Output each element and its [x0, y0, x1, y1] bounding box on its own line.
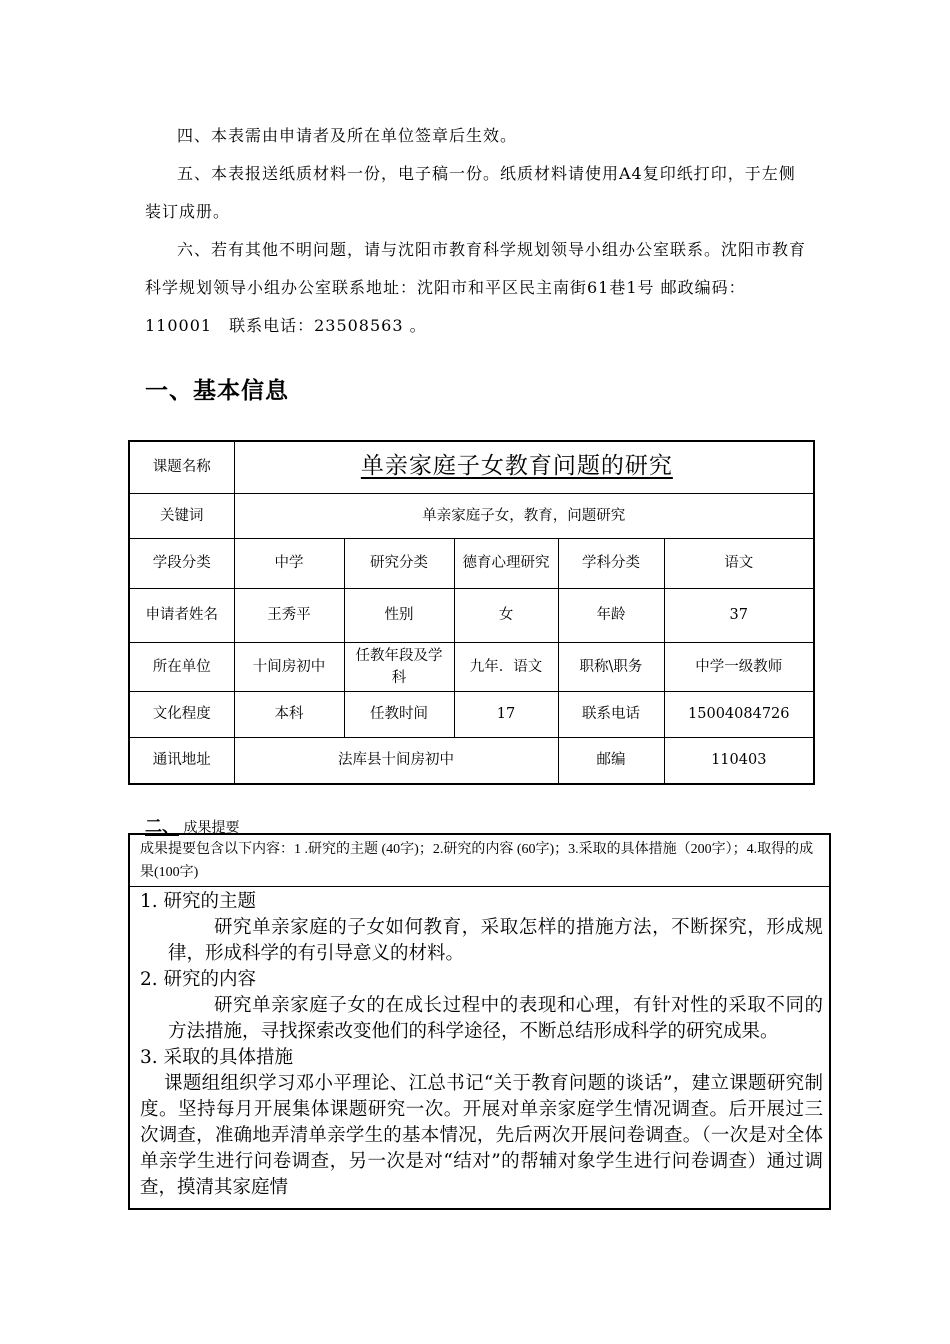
- section-2-number: 二、: [145, 817, 179, 837]
- table-row: [129, 493, 814, 538]
- phone-label: 联系电话: [558, 691, 664, 737]
- research-type-label: 研究分类: [344, 538, 454, 588]
- postcode-label: 邮编: [558, 737, 664, 784]
- title-position-label: 职称\职务: [558, 642, 664, 691]
- summary-item-2-title: 2. 研究的内容: [140, 969, 257, 990]
- table-row: [129, 642, 814, 691]
- instruction-item-5: 五、本表报送纸质材料一份，电子稿一份。纸质材料请使用A4复印纸打印，于左侧装订成册。: [145, 164, 796, 221]
- stage-value: 中学: [234, 538, 344, 588]
- address-label: 通讯地址: [129, 737, 234, 784]
- summary-item-3-text: 课题组组织学习邓小平理论、江总书记“关于教育问题的谈话”，建立课题研究制度。坚持每月开展集体课题研究一次。开展对单亲家庭学生情况调查。后开展过三次调查，准确地弄清单亲学生的基本情况，先后两次开展问卷调查。（一次是对全体单亲学生进行问卷调查，另一次是对“结对”的帮辅对象学生进行问卷调查）通过调查，摸清其家庭情: [140, 1073, 823, 1198]
- summary-item-1-text: 研究单亲家庭的子女如何教育，采取怎样的措施方法，不断探究，形成规律，形成科学的有引导意义的材料。: [168, 917, 823, 964]
- phone-value: 15004084726: [664, 691, 814, 737]
- subject-type-label: 学科分类: [558, 538, 664, 588]
- subject-type-value: 语文: [664, 538, 814, 588]
- summary-item-3-title: 3. 采取的具体措施: [140, 1047, 294, 1068]
- teaching-years-value: 17: [454, 691, 558, 737]
- education-value: 本科: [234, 691, 344, 737]
- unit-label: 所在单位: [129, 642, 234, 691]
- topic-title-text: 单亲家庭子女教育问题的研究: [360, 452, 673, 479]
- basic-info-table: [128, 440, 815, 785]
- summary-note: 成果提要包含以下内容：1 .研究的主题 (40字)；2.研究的内容 (60字)；3.采取的具体措施（200字）；4.取得的成果(100字): [130, 835, 829, 887]
- summary-item-2-text: 研究单亲家庭子女的在成长过程中的表现和心理，有针对性的采取不同的方法措施，寻找探索改变他们的科学途径，不断总结形成科学的研究成果。: [168, 995, 823, 1042]
- table-row: [129, 691, 814, 737]
- summary-item-1-title: 1. 研究的主题: [140, 891, 257, 912]
- gender-label: 性别: [344, 588, 454, 642]
- table-row: [129, 737, 814, 784]
- table-row: [129, 538, 814, 588]
- grade-subject-value: 九年．语文: [454, 642, 558, 691]
- summary-box: [128, 833, 831, 1210]
- summary-body: [130, 887, 829, 1201]
- instruction-item-6: 六、若有其他不明问题，请与沈阳市教育科学规划领导小组办公室联系。沈阳市教育科学规划领导小组办公室联系地址：沈阳市和平区民主南街61巷1号 邮政编码：110001 联系电话：23508563 。: [145, 240, 807, 335]
- keywords-label: 关键词: [129, 493, 234, 538]
- unit-value: 十间房初中: [234, 642, 344, 691]
- teaching-years-label: 任教时间: [344, 691, 454, 737]
- postcode-value: 110403: [664, 737, 814, 784]
- title-position-value: 中学一级教师: [664, 642, 814, 691]
- gender-value: 女: [454, 588, 558, 642]
- table-row: [129, 588, 814, 642]
- applicant-name-label: 申请者姓名: [129, 588, 234, 642]
- section-1-heading: 一、基本信息: [145, 378, 289, 404]
- instruction-item-4: 四、本表需由申请者及所在单位签章后生效。: [177, 126, 518, 145]
- education-label: 文化程度: [129, 691, 234, 737]
- stage-label: 学段分类: [129, 538, 234, 588]
- topic-name-value: [234, 441, 814, 493]
- age-value: 37: [664, 588, 814, 642]
- age-label: 年龄: [558, 588, 664, 642]
- research-type-value: 德育心理研究: [454, 538, 558, 588]
- address-value: 法库县十间房初中: [234, 737, 558, 784]
- section-2-title: 成果提要: [183, 820, 240, 836]
- table-row: [129, 441, 814, 493]
- topic-name-label: 课题名称: [129, 441, 234, 493]
- applicant-name-value: 王秀平: [234, 588, 344, 642]
- keywords-value: 单亲家庭子女，教育，问题研究: [234, 493, 814, 538]
- grade-subject-label: 任教年段及学科: [344, 642, 454, 691]
